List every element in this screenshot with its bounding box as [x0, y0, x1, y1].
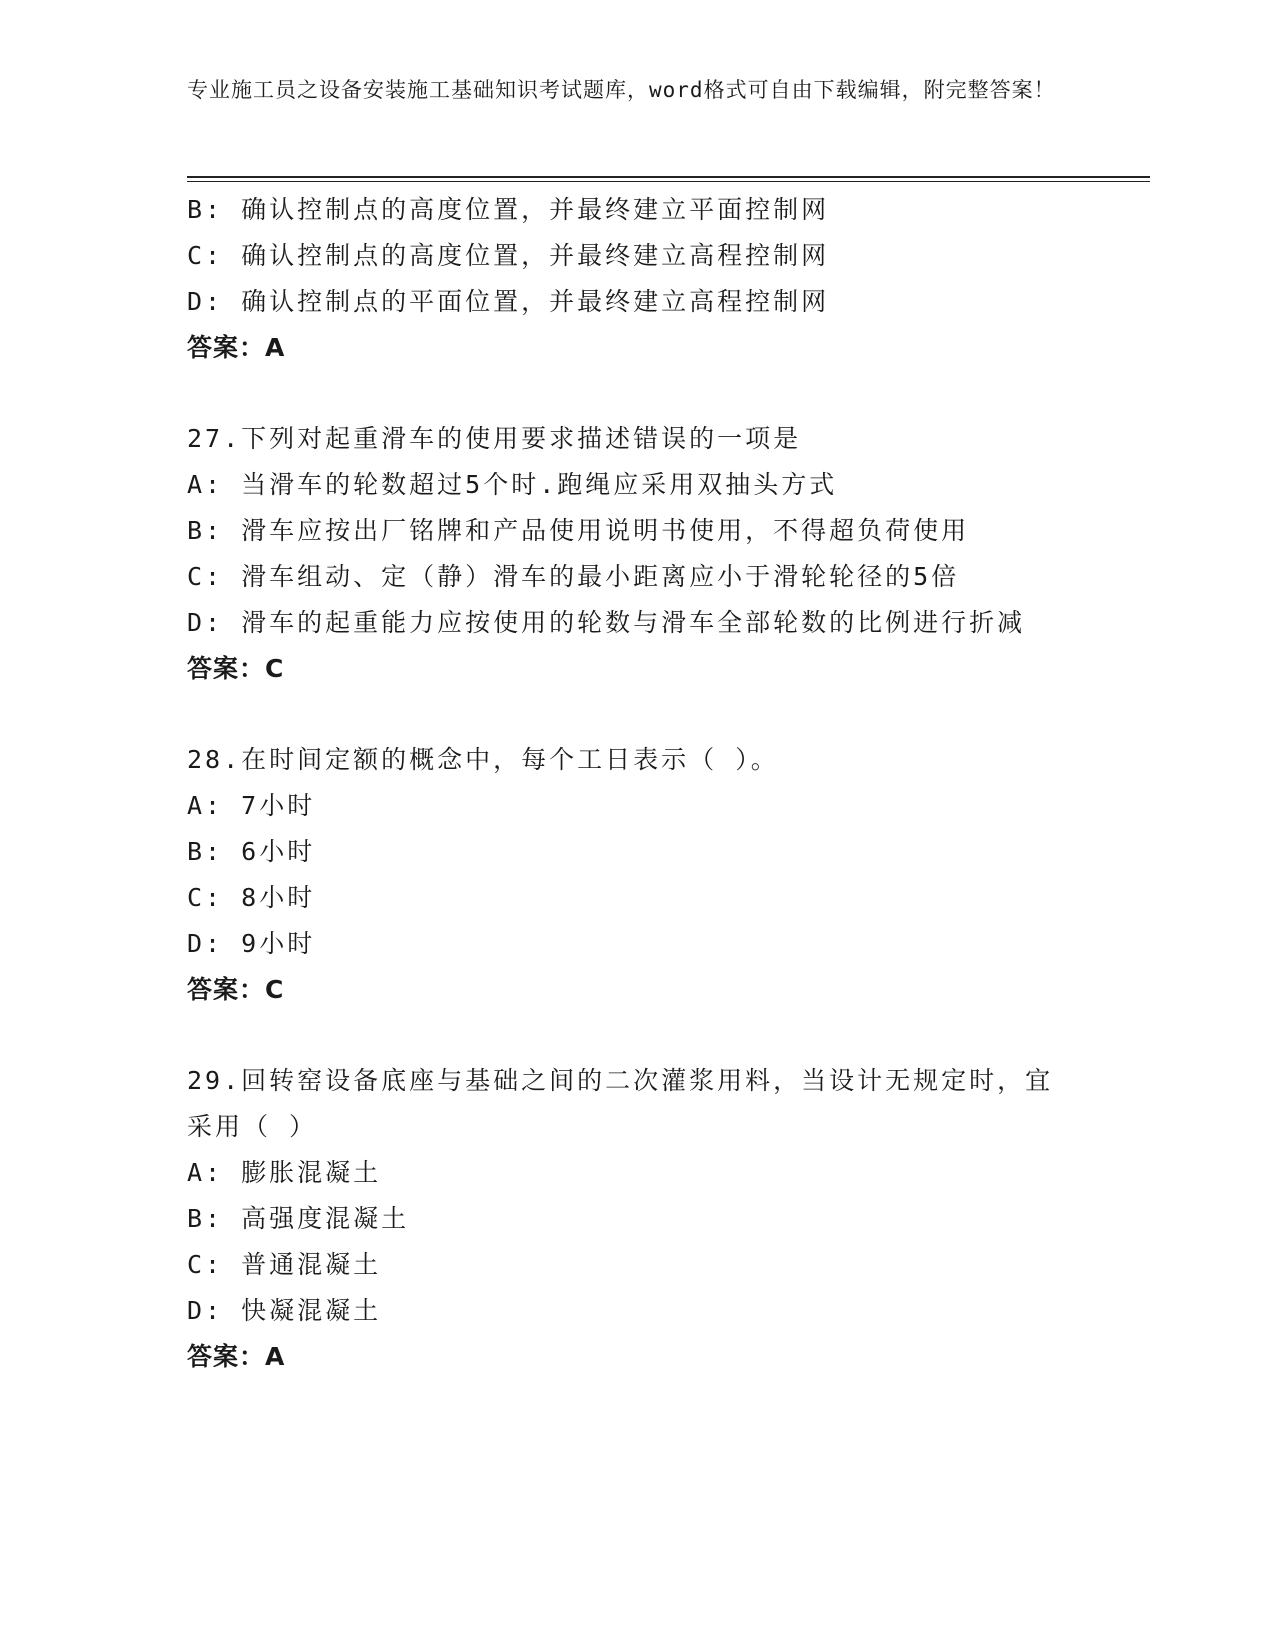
question-block-28	[187, 737, 1087, 1013]
question-list	[187, 187, 1087, 1380]
option-d: D: 9小时	[187, 929, 316, 958]
option-d: D: 快凝混凝土	[187, 1296, 382, 1325]
option-a: A: 膨胀混凝土	[187, 1158, 382, 1187]
header-rule-thin	[187, 181, 1150, 182]
question-text: 27.下列对起重滑车的使用要求描述错误的一项是	[187, 424, 802, 453]
option-b: B: 6小时	[187, 837, 316, 866]
option-b: B: 确认控制点的高度位置，并最终建立平面控制网	[187, 195, 830, 224]
document-header: 专业施工员之设备安装施工基础知识考试题库，word格式可自由下载编辑，附完整答案！	[187, 78, 1056, 102]
question-text: 29.回转窑设备底座与基础之间的二次灌浆用料，当设计无规定时，宜采用（ ）	[187, 1066, 1054, 1141]
question-block-26	[187, 187, 1087, 371]
option-b: B: 高强度混凝土	[187, 1204, 410, 1233]
answer: 答案：C	[187, 975, 285, 1004]
option-c: C: 确认控制点的高度位置，并最终建立高程控制网	[187, 241, 830, 270]
header-rule-thick	[187, 176, 1150, 178]
question-text: 28.在时间定额的概念中，每个工日表示（ ）。	[187, 745, 779, 774]
option-c: C: 滑车组动、定（静）滑车的最小距离应小于滑轮轮径的5倍	[187, 562, 960, 591]
option-c: C: 普通混凝土	[187, 1250, 382, 1279]
answer: 答案：A	[187, 333, 286, 362]
option-c: C: 8小时	[187, 883, 316, 912]
answer: 答案：A	[187, 1342, 286, 1371]
question-block-27	[187, 416, 1087, 692]
option-d: D: 滑车的起重能力应按使用的轮数与滑车全部轮数的比例进行折减	[187, 608, 1026, 637]
option-a: A: 当滑车的轮数超过5个时.跑绳应采用双抽头方式	[187, 470, 838, 499]
answer: 答案：C	[187, 654, 285, 683]
option-a: A: 7小时	[187, 791, 316, 820]
question-block-29	[187, 1058, 1087, 1380]
option-b: B: 滑车应按出厂铭牌和产品使用说明书使用，不得超负荷使用	[187, 516, 970, 545]
option-d: D: 确认控制点的平面位置，并最终建立高程控制网	[187, 287, 830, 316]
